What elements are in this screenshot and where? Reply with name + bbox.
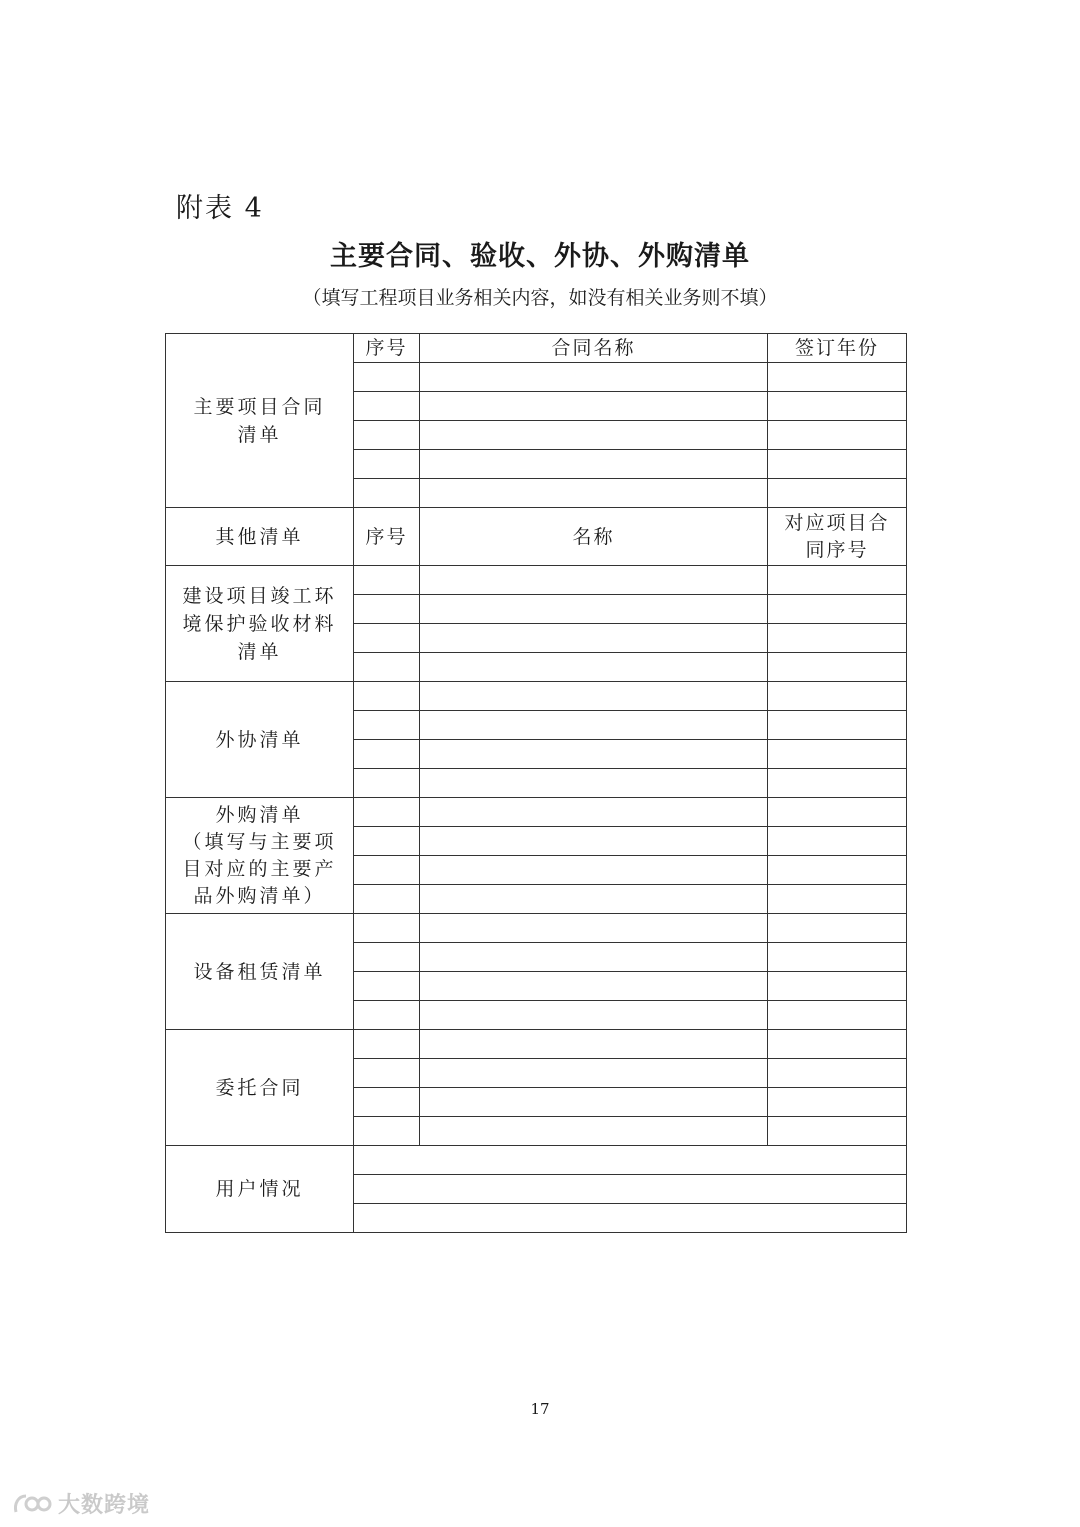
- column-header-contract-ref: 对应项目合 同序号: [768, 508, 907, 566]
- document-subtitle: （填写工程项目业务相关内容，如没有相关业务则不填）: [302, 287, 778, 309]
- table-cell[interactable]: [420, 1117, 768, 1146]
- table-cell[interactable]: [768, 1059, 907, 1088]
- contract-section-label: 主要项目合同 清单: [166, 334, 354, 508]
- table-cell[interactable]: [768, 1001, 907, 1030]
- table-cell[interactable]: [420, 798, 768, 827]
- table-cell[interactable]: [768, 566, 907, 595]
- watermark-text: 大数跨境: [58, 1493, 151, 1518]
- table-cell[interactable]: [354, 827, 420, 856]
- table-cell[interactable]: [420, 624, 768, 653]
- table-cell[interactable]: [420, 653, 768, 682]
- watermark: [12, 1488, 150, 1519]
- table-cell[interactable]: [768, 450, 907, 479]
- table-cell[interactable]: [420, 856, 768, 885]
- outsourcing-section-label: 外协清单: [166, 682, 354, 798]
- table-cell[interactable]: [420, 421, 768, 450]
- table-cell[interactable]: [768, 653, 907, 682]
- table-cell[interactable]: [420, 740, 768, 769]
- table-cell[interactable]: [354, 885, 420, 914]
- table-cell[interactable]: [420, 595, 768, 624]
- table-cell[interactable]: [768, 595, 907, 624]
- table-cell[interactable]: [354, 595, 420, 624]
- table-cell[interactable]: [768, 972, 907, 1001]
- table-cell[interactable]: [354, 943, 420, 972]
- table-cell[interactable]: [354, 566, 420, 595]
- table-cell[interactable]: [420, 682, 768, 711]
- entrust-contract-section-label: 委托合同: [166, 1030, 354, 1146]
- table-cell[interactable]: [354, 653, 420, 682]
- table-cell[interactable]: [354, 740, 420, 769]
- table-row: [166, 508, 907, 566]
- table-cell[interactable]: [768, 392, 907, 421]
- table-cell[interactable]: [768, 827, 907, 856]
- table-cell[interactable]: [420, 1001, 768, 1030]
- appendix-label: 附表 4: [176, 193, 264, 224]
- watermark-logo-icon: [12, 1490, 52, 1518]
- user-status-section-label: 用户情况: [166, 1146, 354, 1233]
- other-section-label: 其他清单: [166, 508, 354, 566]
- table-cell[interactable]: [768, 1088, 907, 1117]
- table-cell[interactable]: [420, 1059, 768, 1088]
- table-cell[interactable]: [420, 479, 768, 508]
- table-cell[interactable]: [354, 450, 420, 479]
- table-cell[interactable]: [354, 624, 420, 653]
- table-cell[interactable]: [768, 363, 907, 392]
- table-cell[interactable]: [768, 856, 907, 885]
- table-cell[interactable]: [354, 1001, 420, 1030]
- table-cell[interactable]: [768, 885, 907, 914]
- table-cell[interactable]: [354, 856, 420, 885]
- table-cell[interactable]: [354, 363, 420, 392]
- table-cell[interactable]: [354, 1146, 907, 1175]
- table-cell[interactable]: [354, 711, 420, 740]
- table-cell[interactable]: [354, 972, 420, 1001]
- table-cell[interactable]: [354, 798, 420, 827]
- document-title: 主要合同、验收、外协、外购清单: [330, 241, 750, 272]
- table-cell[interactable]: [420, 769, 768, 798]
- column-header-seq: 序号: [354, 508, 420, 566]
- page-number: 17: [530, 1400, 550, 1418]
- table-cell[interactable]: [768, 769, 907, 798]
- table-row: [166, 682, 907, 711]
- table-cell[interactable]: [354, 421, 420, 450]
- table-row: [166, 1030, 907, 1059]
- table-cell[interactable]: [420, 1030, 768, 1059]
- column-header-seq: 序号: [354, 334, 420, 363]
- table-cell[interactable]: [768, 624, 907, 653]
- table-cell[interactable]: [768, 421, 907, 450]
- table-cell[interactable]: [420, 943, 768, 972]
- table-cell[interactable]: [420, 450, 768, 479]
- equipment-rental-section-label: 设备租赁清单: [166, 914, 354, 1030]
- table-cell[interactable]: [354, 1204, 907, 1233]
- table-cell[interactable]: [420, 914, 768, 943]
- table-cell[interactable]: [768, 943, 907, 972]
- table-row: [166, 334, 907, 363]
- table-cell[interactable]: [768, 1117, 907, 1146]
- table-cell[interactable]: [354, 769, 420, 798]
- column-header-sign-year: 签订年份: [768, 334, 907, 363]
- table-cell[interactable]: [420, 363, 768, 392]
- table-cell[interactable]: [354, 1088, 420, 1117]
- table-cell[interactable]: [354, 914, 420, 943]
- table-cell[interactable]: [768, 914, 907, 943]
- table-cell[interactable]: [768, 740, 907, 769]
- table-cell[interactable]: [420, 972, 768, 1001]
- env-acceptance-section-label: 建设项目竣工环 境保护验收材料 清单: [166, 566, 354, 682]
- table-cell[interactable]: [420, 711, 768, 740]
- column-header-contract-name: 合同名称: [420, 334, 768, 363]
- table-row: [166, 566, 907, 595]
- table-cell[interactable]: [420, 827, 768, 856]
- table-cell[interactable]: [768, 798, 907, 827]
- table-cell[interactable]: [420, 885, 768, 914]
- table-cell[interactable]: [354, 1117, 420, 1146]
- table-cell[interactable]: [354, 1175, 907, 1204]
- table-cell[interactable]: [420, 566, 768, 595]
- table-cell[interactable]: [768, 682, 907, 711]
- table-row: [166, 914, 907, 943]
- table-cell[interactable]: [354, 682, 420, 711]
- table-cell[interactable]: [768, 479, 907, 508]
- table-cell[interactable]: [420, 1088, 768, 1117]
- table-row: [166, 1146, 907, 1175]
- table-cell[interactable]: [354, 1030, 420, 1059]
- table-cell[interactable]: [354, 479, 420, 508]
- column-header-name: 名称: [420, 508, 768, 566]
- table-cell[interactable]: [768, 1030, 907, 1059]
- table-cell[interactable]: [354, 1059, 420, 1088]
- table-cell[interactable]: [354, 392, 420, 421]
- table-cell[interactable]: [768, 711, 907, 740]
- table-row: [166, 798, 907, 827]
- purchase-section-label: 外购清单 （填写与主要项 目对应的主要产 品外购清单）: [166, 798, 354, 914]
- contract-list-table: [165, 333, 907, 1233]
- table-cell[interactable]: [420, 392, 768, 421]
